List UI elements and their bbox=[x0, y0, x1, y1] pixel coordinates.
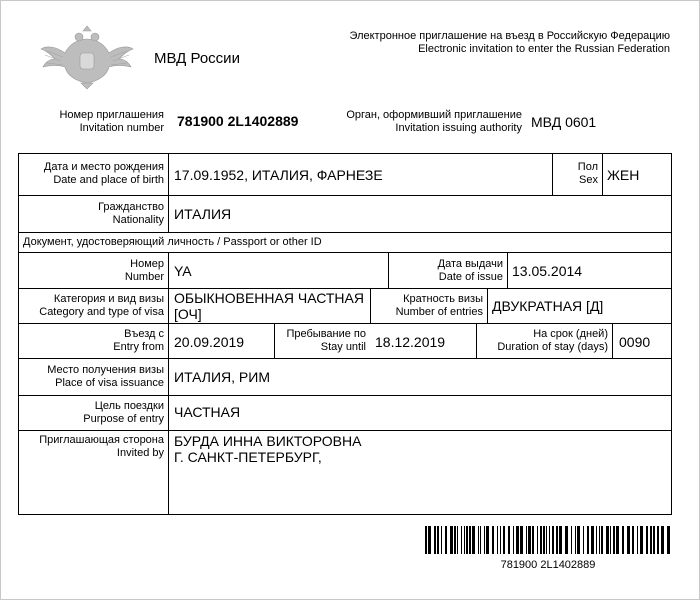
passport-number-value: YA bbox=[174, 263, 192, 279]
barcode-bar bbox=[508, 526, 510, 554]
barcode-bar bbox=[526, 526, 527, 554]
inviting-party-label-ru: Приглашающая сторона bbox=[39, 434, 164, 446]
inviting-party-label bbox=[18, 434, 164, 460]
entries-label-en: Number of entries bbox=[395, 306, 483, 318]
issuance-place-label bbox=[18, 364, 164, 390]
barcode-bar bbox=[466, 526, 468, 554]
entries-label-ru: Кратность визы bbox=[403, 293, 483, 305]
issue-date-label-en: Date of issue bbox=[438, 271, 503, 283]
visa-category-label bbox=[18, 293, 164, 319]
barcode-bar bbox=[575, 526, 576, 554]
barcode-bar bbox=[610, 526, 611, 554]
nationality-label bbox=[18, 201, 164, 227]
barcode-bar bbox=[469, 526, 471, 554]
issuance-place-label-en: Place of visa issuance bbox=[55, 377, 164, 389]
issuance-place-value: ИТАЛИЯ, РИМ bbox=[174, 369, 270, 385]
data-table bbox=[18, 153, 672, 515]
entries-label bbox=[370, 293, 483, 319]
barcode-bar bbox=[601, 526, 603, 554]
birth-label bbox=[18, 161, 164, 187]
barcode-bar bbox=[650, 526, 652, 554]
barcode-bar bbox=[486, 526, 489, 554]
issuing-authority-label bbox=[321, 109, 522, 135]
stay-until-value: 18.12.2019 bbox=[375, 334, 446, 350]
stay-until-label-ru: Пребывание по bbox=[286, 328, 366, 340]
entry-from-label-en: Entry from bbox=[113, 341, 164, 353]
barcode-bar bbox=[591, 526, 594, 554]
barcode-bar bbox=[661, 526, 664, 554]
barcode-bar bbox=[577, 526, 580, 554]
nationality-label-ru: Гражданство bbox=[98, 201, 164, 213]
issuing-authority-label-ru: Орган, оформивший приглашение bbox=[346, 109, 522, 121]
barcode-bar bbox=[552, 526, 554, 554]
barcode-bar bbox=[450, 526, 453, 554]
barcode-bar bbox=[454, 526, 456, 554]
barcode-bar bbox=[520, 526, 523, 554]
sex-label-ru: Пол bbox=[577, 161, 598, 173]
issuing-authority-label-en: Invitation issuing authority bbox=[395, 122, 522, 134]
issue-date-label-ru: Дата выдачи bbox=[437, 258, 503, 270]
visa-category-value-line1: ОБЫКНОВЕННАЯ ЧАСТНАЯ bbox=[174, 290, 364, 306]
barcode-bar bbox=[587, 526, 589, 554]
barcode-bar bbox=[549, 526, 550, 554]
entries-value: ДВУКРАТНАЯ [Д] bbox=[492, 298, 604, 314]
barcode-bar bbox=[599, 526, 600, 554]
purpose-value: ЧАСТНАЯ bbox=[174, 404, 241, 420]
purpose-label-en: Purpose of entry bbox=[83, 413, 164, 425]
barcode-bar bbox=[537, 526, 538, 554]
barcode bbox=[425, 526, 671, 554]
barcode-bar bbox=[480, 526, 481, 554]
purpose-label bbox=[18, 400, 164, 426]
barcode-bar bbox=[657, 526, 659, 554]
barcode-bar bbox=[667, 526, 670, 554]
entry-from-label-ru: Въезд с bbox=[124, 328, 164, 340]
sex-label-en: Sex bbox=[579, 174, 598, 186]
visa-category-value-line2: [ОЧ] bbox=[174, 306, 202, 322]
issue-date-label bbox=[388, 258, 503, 284]
barcode-bar bbox=[434, 526, 436, 554]
barcode-bar bbox=[441, 526, 442, 554]
visa-category-label-en: Category and type of visa bbox=[39, 306, 164, 318]
double-headed-eagle-icon bbox=[39, 25, 135, 91]
document-title bbox=[310, 30, 670, 56]
document-title-en: Electronic invitation to enter the Russian Federation bbox=[418, 43, 670, 55]
barcode-bar bbox=[606, 526, 609, 554]
birth-value: 17.09.1952, ИТАЛИЯ, ФАРНЕЗЕ bbox=[174, 167, 383, 183]
duration-label bbox=[476, 328, 608, 354]
barcode-bar bbox=[583, 526, 584, 554]
document-section-header: Документ, удостоверяющий личность / Passport or other ID bbox=[23, 236, 322, 248]
stay-until-label bbox=[274, 328, 366, 354]
nationality-label-en: Nationality bbox=[112, 214, 164, 226]
barcode-bar bbox=[457, 526, 458, 554]
entry-from-label bbox=[18, 328, 164, 354]
barcode-bar bbox=[622, 526, 624, 554]
sex-value: ЖЕН bbox=[607, 167, 640, 183]
barcode-bar bbox=[437, 526, 439, 554]
passport-number-label-en: Number bbox=[124, 271, 164, 283]
duration-label-ru: На срок (дней) bbox=[533, 328, 608, 340]
barcode-bar bbox=[653, 526, 655, 554]
document-title-ru: Электронное приглашение на въезд в Российскую Федерацию bbox=[349, 30, 670, 42]
invitation-number-label bbox=[41, 109, 164, 135]
barcode-bar bbox=[528, 526, 531, 554]
barcode-bar bbox=[478, 526, 479, 554]
barcode-bar bbox=[646, 526, 648, 554]
inviting-party-value-line2: Г. САНКТ-ПЕТЕРБУРГ, bbox=[174, 449, 322, 465]
invitation-number-label-en: Invitation number bbox=[79, 122, 164, 134]
inviting-party-value bbox=[174, 433, 361, 465]
barcode-bar bbox=[613, 526, 615, 554]
barcode-bar bbox=[546, 526, 547, 554]
barcode-bar bbox=[540, 526, 542, 554]
passport-number-label bbox=[18, 258, 164, 284]
agency-name: МВД России bbox=[154, 50, 240, 67]
barcode-bar bbox=[461, 526, 462, 554]
barcode-bar bbox=[428, 526, 431, 554]
barcode-bar bbox=[565, 526, 568, 554]
entry-from-value: 20.09.2019 bbox=[174, 334, 245, 350]
barcode-bar bbox=[516, 526, 519, 554]
barcode-bar bbox=[571, 526, 572, 554]
duration-value: 0090 bbox=[619, 334, 651, 350]
barcode-bar bbox=[513, 526, 514, 554]
purpose-label-ru: Цель поездки bbox=[94, 400, 164, 412]
barcode-bar bbox=[596, 526, 597, 554]
birth-label-ru: Дата и место рождения bbox=[43, 161, 164, 173]
barcode-bar bbox=[543, 526, 545, 554]
issue-date-value: 13.05.2014 bbox=[512, 263, 583, 279]
visa-category-label-ru: Категория и вид визы bbox=[53, 293, 164, 305]
barcode-bar bbox=[497, 526, 498, 554]
barcode-bar bbox=[632, 526, 634, 554]
passport-number-label-ru: Номер bbox=[130, 258, 164, 270]
barcode-bar bbox=[556, 526, 558, 554]
barcode-bar bbox=[484, 526, 485, 554]
barcode-bar bbox=[503, 526, 505, 554]
invitation-number: 781900 2L1402889 bbox=[177, 113, 299, 129]
barcode-bar bbox=[637, 526, 638, 554]
issuing-authority: МВД 0601 bbox=[531, 114, 597, 130]
barcode-bar bbox=[425, 526, 427, 554]
barcode-bar bbox=[500, 526, 501, 554]
barcode-bar bbox=[492, 526, 494, 554]
issuance-place-label-ru: Место получения визы bbox=[47, 364, 164, 376]
inviting-party-label-en: Invited by bbox=[116, 447, 164, 459]
duration-label-en: Duration of stay (days) bbox=[497, 341, 608, 353]
barcode-bar bbox=[616, 526, 619, 554]
barcode-text: 781900 2L1402889 bbox=[500, 559, 596, 571]
inviting-party-value-line1: БУРДА ИННА ВИКТОРОВНА bbox=[174, 433, 362, 449]
barcode-bar bbox=[464, 526, 465, 554]
stay-until-label-en: Stay until bbox=[320, 341, 366, 353]
barcode-bar bbox=[532, 526, 534, 554]
barcode-bar bbox=[640, 526, 643, 554]
invitation-number-label-ru: Номер приглашения bbox=[59, 109, 164, 121]
barcode-bar bbox=[627, 526, 630, 554]
barcode-bar bbox=[472, 526, 475, 554]
barcode-bar bbox=[445, 526, 447, 554]
barcode-bar bbox=[559, 526, 562, 554]
birth-label-en: Date and place of birth bbox=[53, 174, 164, 186]
sex-label bbox=[552, 161, 598, 187]
nationality-value: ИТАЛИЯ bbox=[174, 206, 232, 222]
visa-category-value bbox=[174, 290, 364, 322]
